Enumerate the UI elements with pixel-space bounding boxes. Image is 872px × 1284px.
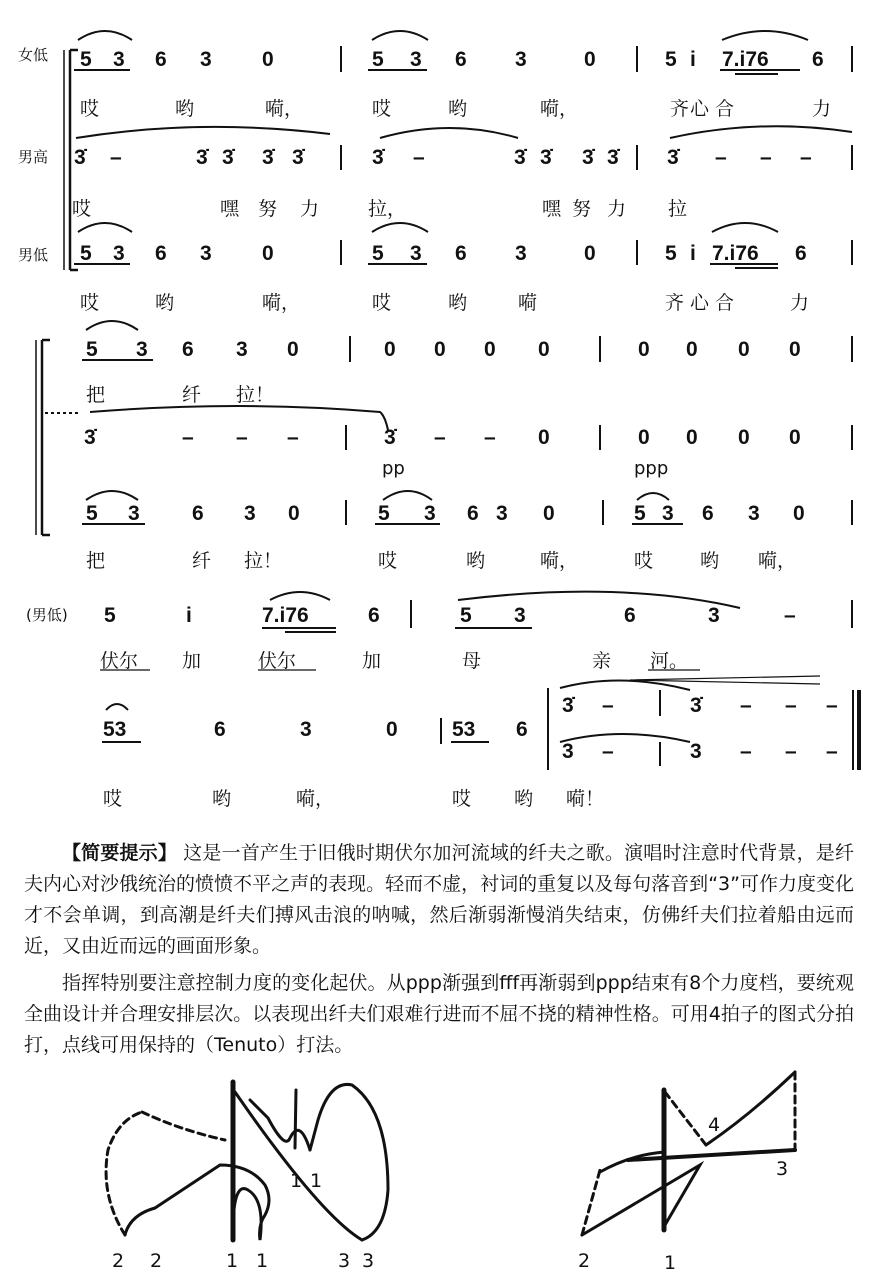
note: 6: [192, 502, 204, 525]
note: 3̇: [582, 146, 594, 169]
note: 0: [484, 338, 496, 361]
hint-label: 【简要提示】: [62, 842, 178, 864]
note: 6: [455, 242, 467, 265]
note: 6: [155, 242, 167, 265]
note: 0: [386, 718, 398, 741]
note: 3: [562, 740, 574, 763]
note: –: [484, 426, 496, 449]
note: 3: [496, 502, 508, 525]
note: –: [740, 694, 752, 717]
note: –: [760, 146, 772, 169]
lyric: 哟: [448, 292, 468, 314]
note: 3̇: [562, 694, 574, 717]
note: 3: [662, 502, 674, 525]
note: 7.i76: [722, 48, 769, 71]
lyric: 哟: [175, 98, 195, 120]
note: 3̇: [607, 146, 619, 169]
lyric: 加: [362, 650, 382, 672]
note: 3: [515, 242, 527, 265]
note: 6: [455, 48, 467, 71]
note: –: [826, 740, 838, 763]
lyric: 嗬，: [296, 788, 335, 810]
note: 6: [624, 604, 636, 627]
note: –: [182, 426, 194, 449]
note: 6: [368, 604, 380, 627]
note: –: [800, 146, 812, 169]
note: 0: [638, 426, 650, 449]
note: 3: [244, 502, 256, 525]
lyric: 嘿: [220, 198, 240, 220]
note: 6: [155, 48, 167, 71]
note: 3: [200, 48, 212, 71]
diagram-left-label: 1: [256, 1250, 269, 1272]
lyric: 嗬，: [262, 292, 301, 314]
lyric: 心: [690, 98, 710, 120]
note: 5: [378, 502, 390, 525]
note: 3: [514, 604, 526, 627]
note: 0: [584, 48, 596, 71]
note: –: [434, 426, 446, 449]
note: 3: [424, 502, 436, 525]
lyric: 哎: [80, 292, 100, 314]
diagram-right-label: 1: [664, 1252, 677, 1274]
lyric: 嗬: [518, 292, 538, 314]
lyric: 齐: [670, 98, 690, 120]
note: –: [602, 694, 614, 717]
lyric: 努: [258, 198, 278, 220]
lyric: 哎: [372, 292, 392, 314]
note: 0: [793, 502, 805, 525]
note: 5: [86, 338, 98, 361]
note: 53: [103, 718, 127, 741]
note: –: [784, 604, 796, 627]
note: 3: [113, 48, 125, 71]
note: 3̇: [514, 146, 526, 169]
lyric: 亲: [592, 650, 612, 672]
note: 0: [584, 242, 596, 265]
diagram-left-label: 1: [226, 1250, 239, 1272]
lyric: 哎: [378, 550, 398, 572]
lyric: 拉！: [244, 550, 283, 572]
lyric: 纤: [192, 550, 212, 572]
note: 5: [372, 242, 384, 265]
note: –: [740, 740, 752, 763]
note: 3: [515, 48, 527, 71]
note: –: [785, 694, 797, 717]
lyric: 哟: [212, 788, 232, 810]
note: 5: [80, 48, 92, 71]
lyric: 伏尔: [100, 650, 139, 672]
lyric: 努: [572, 198, 592, 220]
note: 3: [113, 242, 125, 265]
lyric: 拉，: [368, 198, 407, 220]
lyric: 嗬，: [265, 98, 304, 120]
note: 0: [638, 338, 650, 361]
diagram-right-label: 3: [776, 1158, 789, 1180]
note: 5: [665, 48, 677, 71]
note: –: [413, 146, 425, 169]
note: 3̇: [667, 146, 679, 169]
note: 0: [287, 338, 299, 361]
note: 3: [200, 242, 212, 265]
note: –: [602, 740, 614, 763]
note: 6: [182, 338, 194, 361]
lyric: 母: [462, 650, 482, 672]
lyric: 哟: [155, 292, 175, 314]
voice-label-bass: 男低: [18, 246, 49, 264]
lyric: 力: [607, 198, 627, 220]
note: 6: [467, 502, 479, 525]
note: 0: [686, 426, 698, 449]
note: i: [186, 604, 192, 627]
note: 6: [795, 242, 807, 265]
note: 3̇: [292, 146, 304, 169]
lyric: 把: [86, 550, 106, 572]
lyric: 哎: [103, 788, 123, 810]
note: 7.i76: [712, 242, 759, 265]
voice-label-tenor: 男高: [18, 148, 49, 166]
note: 3̇: [372, 146, 384, 169]
dynamic-ppp: ppp: [634, 458, 669, 479]
note: 0: [262, 48, 274, 71]
lyric: 把: [86, 384, 106, 406]
lyric: 哎: [72, 198, 92, 220]
note: –: [287, 426, 299, 449]
note: –: [715, 146, 727, 169]
note: 3: [136, 338, 148, 361]
conducting-diagram-left: [106, 1082, 388, 1240]
note: i: [690, 48, 696, 71]
note: 0: [384, 338, 396, 361]
lyric: 哟: [700, 550, 720, 572]
note: 6: [702, 502, 714, 525]
conducting-diagram-right: [582, 1072, 795, 1235]
voice-label-bass-solo: (男低): [26, 606, 68, 624]
note: i: [690, 242, 696, 265]
lyric: 拉！: [236, 384, 275, 406]
note: 3̇: [74, 146, 86, 169]
note: 3̇: [540, 146, 552, 169]
note: 6: [812, 48, 824, 71]
lyric: 心: [690, 292, 710, 314]
lyric: 嗬，: [540, 550, 579, 572]
voice-label-alto: 女低: [18, 46, 49, 64]
note: 3̇: [84, 426, 96, 449]
lyric: 嗬，: [758, 550, 797, 572]
note: 0: [538, 426, 550, 449]
lyric: 哎: [634, 550, 654, 572]
note: 5: [104, 604, 116, 627]
note: 3̇: [222, 146, 234, 169]
lyric: 嘿: [542, 198, 562, 220]
lyric: 嗬，: [540, 98, 579, 120]
note: 6: [516, 718, 528, 741]
note: 5: [665, 242, 677, 265]
note: 0: [738, 338, 750, 361]
lyric: 哟: [466, 550, 486, 572]
note: 3: [690, 740, 702, 763]
lyric: 哟: [514, 788, 534, 810]
note: 5: [460, 604, 472, 627]
lyric: 拉: [668, 198, 688, 220]
note: 3̇: [384, 426, 396, 449]
lyric: 力: [790, 292, 810, 314]
note: 0: [686, 338, 698, 361]
lyric: 合: [715, 98, 735, 120]
lyric: 哎: [80, 98, 100, 120]
lyric: 力: [300, 198, 320, 220]
note: 0: [789, 338, 801, 361]
diagram-right-label: 2: [578, 1250, 591, 1272]
note: 3: [410, 48, 422, 71]
note: –: [110, 146, 122, 169]
note: 3: [236, 338, 248, 361]
diagram-left-label: 1: [310, 1170, 323, 1192]
diagram-right-label: 4: [708, 1114, 721, 1136]
diagram-left-label: 2: [150, 1250, 163, 1272]
lyric: 齐: [665, 292, 685, 314]
diagram-left-label: 1: [290, 1170, 303, 1192]
conducting-paragraph: 指挥特别要注意控制力度的变化起伏。从ppp渐强到fff再渐弱到ppp结束有8个力度档，要统观全曲设计并合理安排层次。以表现出纤夫们艰难行进而不屈不挠的精神性格。可用4拍子的图式分拍打，点线可用保持的（Tenuto）打法。: [24, 972, 854, 1056]
note: 3: [410, 242, 422, 265]
note: 3̇: [196, 146, 208, 169]
diagram-left-label: 3: [338, 1250, 351, 1272]
note: 6: [214, 718, 226, 741]
lyric: 纤: [182, 384, 202, 406]
note: 0: [543, 502, 555, 525]
lyric: 哎: [372, 98, 392, 120]
lyric: 加: [182, 650, 202, 672]
lyric: 力: [812, 98, 832, 120]
lyric: 伏尔: [258, 650, 297, 672]
note: 3̇: [262, 146, 274, 169]
note: 5: [372, 48, 384, 71]
note: 0: [538, 338, 550, 361]
note: 3: [708, 604, 720, 627]
lyric: 嗬！: [566, 788, 605, 810]
lyric: 哎: [452, 788, 472, 810]
note: 3: [300, 718, 312, 741]
note: 7.i76: [262, 604, 309, 627]
note: 0: [288, 502, 300, 525]
note: –: [826, 694, 838, 717]
note: 0: [738, 426, 750, 449]
note: 3: [748, 502, 760, 525]
note: 0: [434, 338, 446, 361]
note: 0: [262, 242, 274, 265]
note: 3: [128, 502, 140, 525]
hint-text: 这是一首产生于旧俄时期伏尔加河流域的纤夫之歌。演唱时注意时代背景，是纤夫内心对沙俄统治的愤愤不平之声的表现。轻而不虚，衬词的重复以及每句落音到“3”可作力度变化才不会单调，到高潮是纤夫们搏风击浪的呐喊，然后渐弱渐慢消失结束，仿佛纤夫们拉着船由远而近，又由近而远的画面形象。: [24, 842, 854, 957]
diagram-left-label: 3: [362, 1250, 375, 1272]
note: 53: [452, 718, 476, 741]
lyric: 合: [715, 292, 735, 314]
lyric: 河。: [650, 650, 689, 672]
note: 5: [80, 242, 92, 265]
dynamic-pp: pp: [382, 458, 405, 479]
note: 5: [634, 502, 646, 525]
note: 0: [789, 426, 801, 449]
note: –: [236, 426, 248, 449]
note: –: [785, 740, 797, 763]
diagram-left-label: 2: [112, 1250, 125, 1272]
note: 5: [86, 502, 98, 525]
lyric: 哟: [448, 98, 468, 120]
note: 3̇: [690, 694, 702, 717]
